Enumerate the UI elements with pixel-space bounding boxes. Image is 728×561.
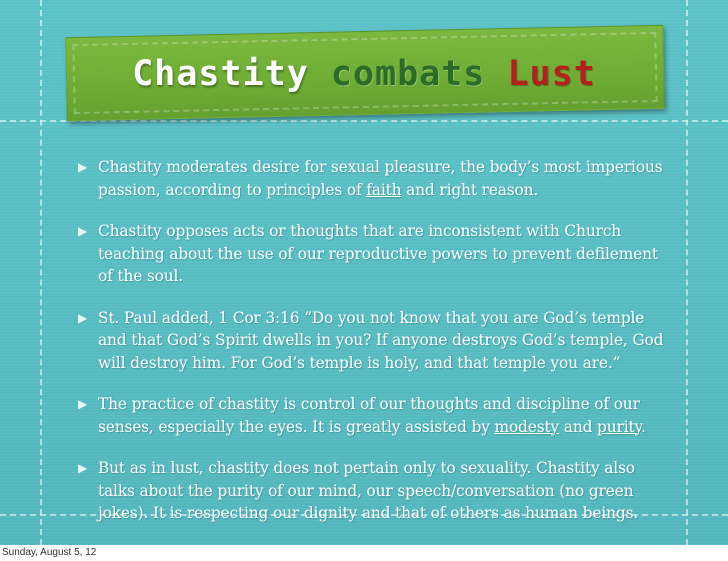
bullet-text-part: . bbox=[641, 417, 646, 436]
underlined-word: modesty bbox=[494, 417, 560, 436]
bullet-item bbox=[76, 307, 676, 375]
bullet-text-part: St. Paul added, 1 Cor 3:16 “Do you not know that you are God’s temple and that God’s Spirit dwells in you? If anyone destroys God’s temple, God will destroy him. For God’s temple is holy, and that temple you are.” bbox=[98, 308, 664, 372]
bullet-text-part: and right reason. bbox=[401, 180, 539, 199]
bullet-arrow-icon: ▶ bbox=[78, 461, 88, 475]
bullet-arrow-icon: ▶ bbox=[78, 160, 88, 174]
underlined-word: purity bbox=[597, 417, 642, 436]
bullet-item bbox=[76, 457, 676, 525]
bullet-text-part: and bbox=[559, 417, 598, 436]
bullet-text bbox=[98, 457, 676, 525]
bullet-text-part: Chastity opposes acts or thoughts that are inconsistent with Church teaching about the use of our reproductive powers to prevent defilement of the soul. bbox=[98, 222, 658, 285]
bullet-item bbox=[76, 220, 676, 288]
footer-date: Sunday, August 5, 12 bbox=[2, 547, 97, 558]
bullet-text bbox=[98, 220, 676, 288]
bullet-arrow-icon: ▶ bbox=[78, 224, 88, 238]
bullet-text-part: The practice of chastity is control of our thoughts and discipline of our senses, especially the eyes. It is greatly assisted by bbox=[98, 395, 640, 436]
title-word-combats: combats bbox=[330, 54, 486, 94]
bullet-text bbox=[98, 307, 676, 375]
bullet-list bbox=[76, 156, 676, 544]
bullet-text bbox=[98, 156, 676, 201]
bullet-item bbox=[76, 156, 676, 201]
bullet-text-part: Chastity moderates desire for sexual pleasure, the body’s most imperious passion, according to principles of bbox=[98, 158, 663, 199]
bullet-item bbox=[76, 393, 676, 438]
bullet-arrow-icon: ▶ bbox=[78, 310, 88, 325]
title-word-lust: Lust bbox=[507, 54, 596, 94]
bullet-text-part: But as in lust, chastity does not pertain only to sexuality. Chastity also talks about the purity of our mind, our speech/conversation (no green jokes). It is respecting our dignity and that of others as human beings. bbox=[98, 459, 639, 522]
stitch-line-left bbox=[40, 0, 42, 545]
bullet-text bbox=[98, 393, 676, 438]
underlined-word: faith bbox=[366, 180, 402, 199]
slide-title bbox=[66, 46, 662, 102]
title-word-chastity: Chastity bbox=[132, 54, 309, 94]
stitch-line-right bbox=[686, 0, 688, 545]
bullet-arrow-icon: ▶ bbox=[78, 397, 88, 411]
